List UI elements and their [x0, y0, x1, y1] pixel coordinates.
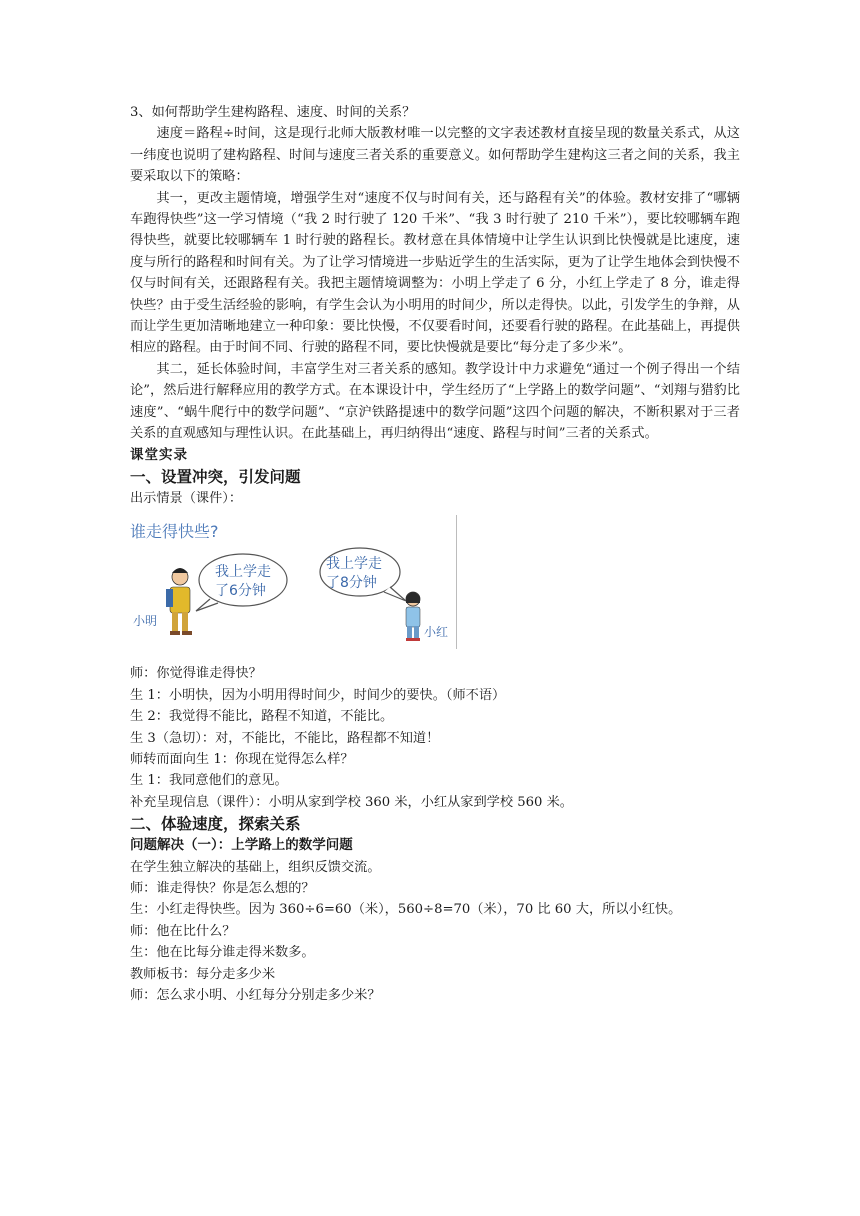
dialogue-line: 生 3（急切）：对，不能比，不能比，路程都不知道！ [130, 730, 440, 746]
document-page [130, 102, 740, 1006]
label-xiaohong: 小红 [424, 625, 449, 640]
bubble1-line2: 了6分钟 [215, 583, 266, 600]
figure-intro: 出示情景（课件）： [130, 490, 243, 506]
paragraph: 其二，延长体验时间，丰富学生对三者关系的感知。教学设计中力求避免“通过一个例子得出一个结论”，然后进行解释应用的教学方式。在本课设计中，学生经历了“上学路上的数学问题”、“刘翔与猎豹比速度”、“蜗牛爬行中的数学问题”、“京沪铁路提速中的数学问题”这四个问题的解决，不断积累对于三者关系的直观感知与理性认识。在此基础上，再归纳得出“速度、路程与时间”三者的关系式。 [130, 361, 740, 442]
scene-illustration [130, 515, 460, 655]
dialogue-line: 师：你觉得谁走得快？ [130, 666, 262, 682]
part2-heading: 二、体验速度，探索关系 [130, 814, 301, 834]
label-xiaoming: 小明 [133, 614, 158, 629]
record-title: 课堂实录 [130, 446, 188, 463]
boy-figure [166, 568, 192, 635]
dialogue-line: 在学生独立解决的基础上，组织反馈交流。 [130, 859, 381, 875]
bubble1-line1: 我上学走 [215, 564, 271, 581]
dialogue-line: 生：小红走得快些。因为 360÷6=60（米），560÷8=70（米），70 比 60 大，所以小红快。 [130, 902, 682, 918]
section-heading: 3、如何帮助学生建构路程、速度、时间的关系？ [130, 105, 416, 120]
bubble2-line1: 我上学走 [326, 556, 382, 573]
dialogue-line: 教师板书：每分走多少米 [130, 966, 276, 982]
figure-title: 谁走得快些? [130, 522, 219, 542]
dialogue-line: 师：谁走得快？你是怎么想的？ [130, 880, 315, 896]
dialogue-line: 生 1：我同意他们的意见。 [130, 773, 288, 789]
dialogue-line: 生：他在比每分谁走得米数多。 [130, 945, 315, 961]
speech-bubble-hong [320, 548, 406, 601]
paragraph: 速度＝路程÷时间，这是现行北师大版教材唯一以完整的文字表述教材直接呈现的数量关系式，从这一纬度也说明了建构路程、时间与速度三者关系的重要意义。如何帮助学生建构这三者之间的关系，我主要采取以下的策略： [130, 126, 740, 185]
dialogue-line: 师：他在比什么？ [130, 923, 236, 939]
dialogue-line: 师：怎么求小明、小红每分分别走多少米？ [130, 988, 381, 1003]
girl-figure [406, 592, 420, 641]
dialogue-line: 师转而面向生 1：你现在觉得怎么样？ [130, 751, 354, 767]
dialogue-line: 生 1：小明快，因为小明用得时间少，时间少的要快。（师不语） [130, 687, 506, 703]
figure-drawing [130, 515, 460, 655]
part1-heading: 一、设置冲突，引发问题 [130, 466, 301, 486]
paragraph: 其一，更改主题情境，增强学生对“速度不仅与时间有关，还与路程有关”的体验。教材安排了“哪辆车跑得快些”这一学习情境（“我 2 时行驶了 120 千米”、“我 3 时行驶了 210 千米”），要比较哪辆车跑得快些，就要比较哪辆车 1 时行驶的路程长。教材意在具体情境中让学生认识到比快慢就是比速度，速度与所行的路程和时间有关。为了让学习情境进一步贴近学生的生活实际，更为了让学生地体会到快慢不仅与时间有关，还跟路程有关。我把主题情境调整为：小明上学走了 6 分，小红上学走了 8 分，谁走得快些？由于受生活经验的影响，有学生会认为小明用的时间少，所以走得快。以此，引发学生的争辩，从而让学生更加清晰地建立一种印象：要比快慢，不仅要看时间，还要看行驶的路程。在此基础上，再提供相应的路程。由于时间不同、行驶的路程不同，要比快慢就是要比“每分走了多少米”。 [130, 190, 740, 356]
bubble2-line2: 了8分钟 [326, 575, 377, 592]
part2-subheading: 问题解决（一）：上学路上的数学问题 [130, 837, 353, 854]
speech-bubble-ming [196, 554, 287, 611]
dialogue-line: 补充呈现信息（课件）：小明从家到学校 360 米，小红从家到学校 560 米。 [130, 794, 573, 810]
dialogue-line: 生 2：我觉得不能比，路程不知道，不能比。 [130, 709, 394, 725]
